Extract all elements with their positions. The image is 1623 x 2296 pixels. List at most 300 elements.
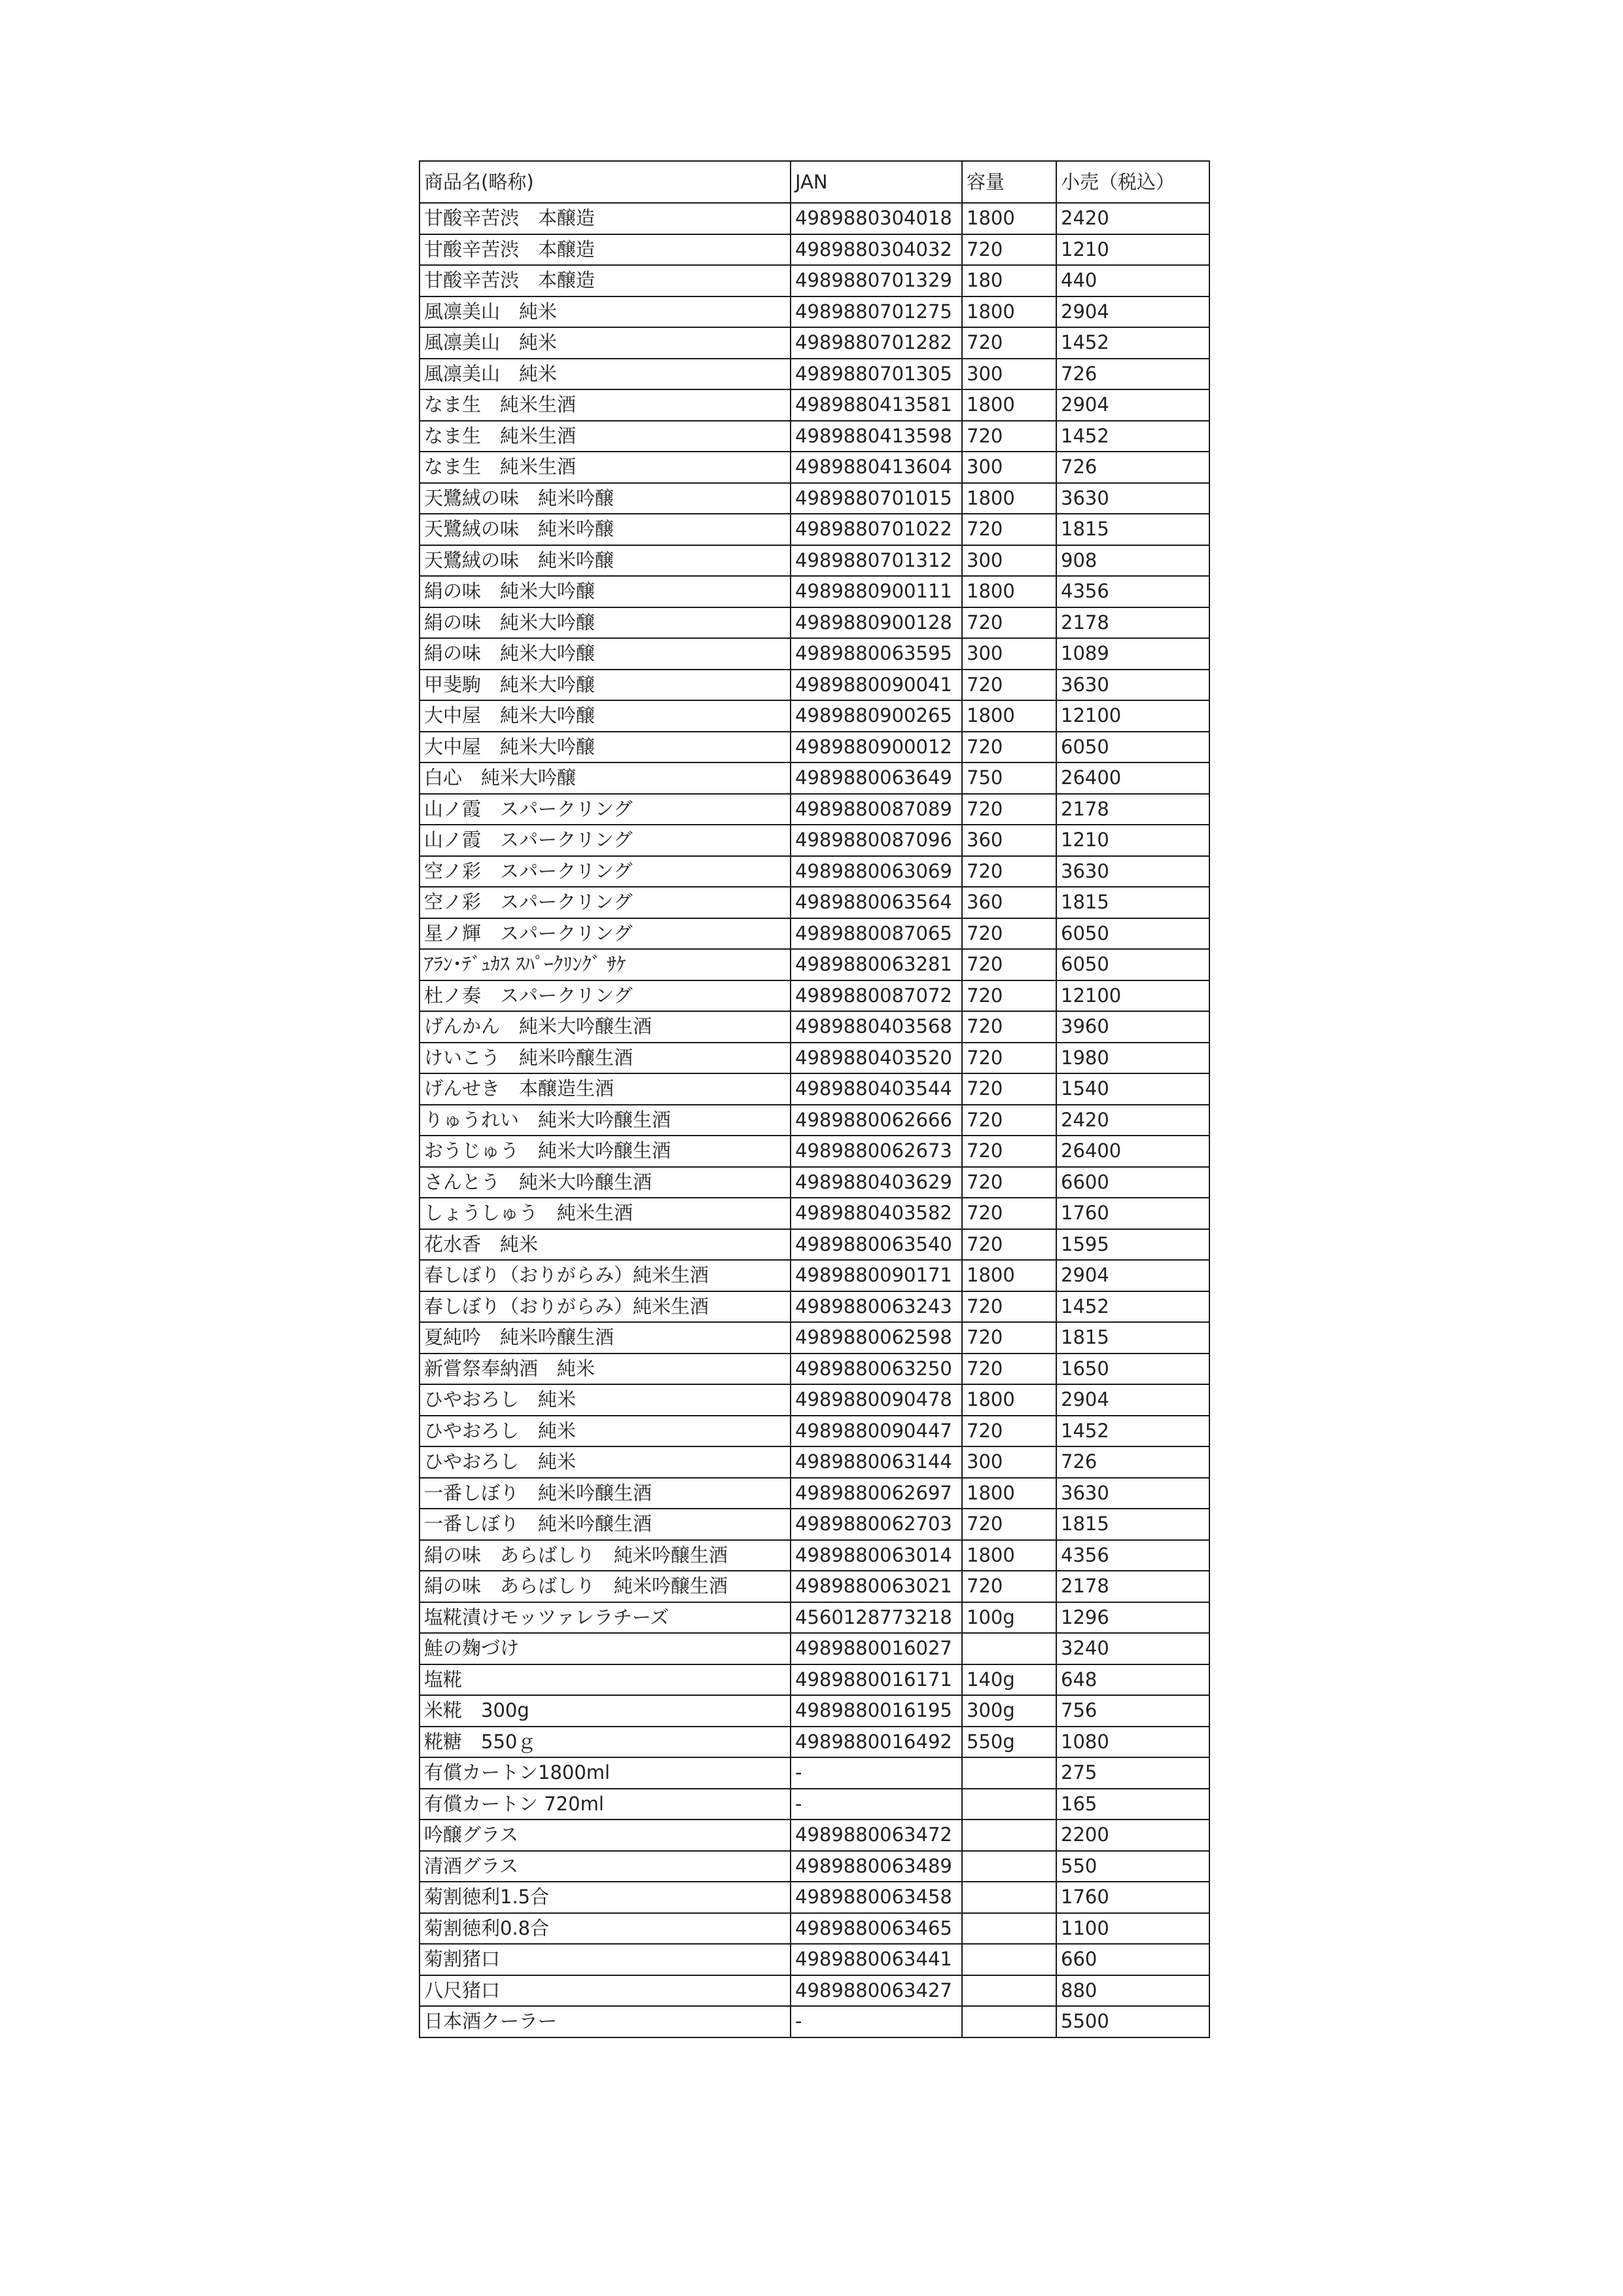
volume-cell: 720 — [962, 1322, 1056, 1354]
retail-price-cell: 1815 — [1056, 514, 1209, 545]
retail-price-cell: 2178 — [1056, 1571, 1209, 1602]
product-name-cell: ひやおろし 純米 — [419, 1446, 791, 1478]
volume-cell — [962, 1975, 1056, 2007]
volume-cell: 1800 — [962, 389, 1056, 421]
table-row — [419, 265, 1209, 296]
jan-cell: 4989880900012 — [791, 732, 962, 763]
retail-price-cell: 1452 — [1056, 1416, 1209, 1447]
table-header — [419, 161, 1209, 203]
volume-cell: 1800 — [962, 483, 1056, 514]
jan-cell: - — [791, 1757, 962, 1789]
jan-cell: 4989880063250 — [791, 1354, 962, 1385]
jan-cell: - — [791, 2006, 962, 2037]
table-row — [419, 576, 1209, 607]
table-row — [419, 545, 1209, 577]
table-row — [419, 234, 1209, 266]
table-row — [419, 1944, 1209, 1975]
product-name-cell: 白心 純米大吟醸 — [419, 762, 791, 794]
jan-cell: 4989880090478 — [791, 1384, 962, 1416]
table-row — [419, 1509, 1209, 1540]
jan-cell: 4989880063472 — [791, 1820, 962, 1851]
product-name-cell: なま生 純米生酒 — [419, 421, 791, 452]
table-row — [419, 1229, 1209, 1261]
table-row — [419, 1043, 1209, 1074]
header-jan: JAN — [791, 161, 962, 203]
volume-cell: 360 — [962, 887, 1056, 918]
volume-cell — [962, 1944, 1056, 1975]
jan-cell: 4989880063489 — [791, 1851, 962, 1882]
table-row — [419, 1727, 1209, 1758]
retail-price-cell: 880 — [1056, 1975, 1209, 2007]
jan-cell: 4989880701275 — [791, 296, 962, 328]
volume-cell: 550g — [962, 1727, 1056, 1758]
jan-cell: - — [791, 1789, 962, 1820]
volume-cell: 720 — [962, 1509, 1056, 1540]
product-name-cell: 有償カートン 720ml — [419, 1789, 791, 1820]
retail-price-cell: 1080 — [1056, 1727, 1209, 1758]
table-row — [419, 1633, 1209, 1664]
retail-price-cell: 6600 — [1056, 1167, 1209, 1198]
jan-cell: 4989880063458 — [791, 1882, 962, 1913]
table-body — [419, 203, 1209, 2037]
retail-price-cell: 660 — [1056, 1944, 1209, 1975]
volume-cell — [962, 1789, 1056, 1820]
product-name-cell: 清酒グラス — [419, 1851, 791, 1882]
product-name-cell: げんせき 本醸造生酒 — [419, 1073, 791, 1105]
table-row — [419, 949, 1209, 980]
table-row — [419, 1695, 1209, 1727]
table-row — [419, 1073, 1209, 1105]
jan-cell: 4989880062697 — [791, 1478, 962, 1509]
table-row — [419, 327, 1209, 359]
table-row — [419, 359, 1209, 390]
table-row — [419, 1664, 1209, 1696]
jan-cell: 4989880016027 — [791, 1633, 962, 1664]
product-name-cell: 甘酸辛苦渋 本醸造 — [419, 265, 791, 296]
table-row — [419, 1757, 1209, 1789]
retail-price-cell: 1100 — [1056, 1913, 1209, 1945]
retail-price-cell: 1815 — [1056, 887, 1209, 918]
table-row — [419, 1354, 1209, 1385]
product-name-cell: 天鷺絨の味 純米吟醸 — [419, 483, 791, 514]
product-name-cell: 大中屋 純米大吟醸 — [419, 732, 791, 763]
product-name-cell: 風凛美山 純米 — [419, 296, 791, 328]
product-name-cell: 一番しぼり 純米吟醸生酒 — [419, 1478, 791, 1509]
table-row — [419, 1789, 1209, 1820]
table-row — [419, 1136, 1209, 1167]
product-name-cell: ｱﾗﾝ･ﾃﾞｭｶｽ ｽﾊﾟｰｸﾘﾝｸﾞ ｻｹ — [419, 949, 791, 980]
volume-cell: 720 — [962, 1291, 1056, 1323]
jan-cell: 4989880063069 — [791, 856, 962, 888]
product-price-table — [419, 160, 1210, 2038]
retail-price-cell: 2420 — [1056, 1105, 1209, 1136]
table-row — [419, 1975, 1209, 2007]
jan-cell: 4989880063441 — [791, 1944, 962, 1975]
product-name-cell: さんとう 純米大吟醸生酒 — [419, 1167, 791, 1198]
volume-cell — [962, 2006, 1056, 2037]
table-row — [419, 638, 1209, 670]
header-product-name: 商品名(略称) — [419, 161, 791, 203]
retail-price-cell: 726 — [1056, 452, 1209, 483]
volume-cell: 1800 — [962, 1540, 1056, 1571]
retail-price-cell: 1980 — [1056, 1043, 1209, 1074]
product-name-cell: 山ノ霞 スパークリング — [419, 825, 791, 856]
volume-cell: 300 — [962, 359, 1056, 390]
volume-cell: 720 — [962, 1073, 1056, 1105]
product-name-cell: 空ノ彩 スパークリング — [419, 887, 791, 918]
volume-cell: 720 — [962, 421, 1056, 452]
retail-price-cell: 726 — [1056, 359, 1209, 390]
product-name-cell: 日本酒クーラー — [419, 2006, 791, 2037]
retail-price-cell: 5500 — [1056, 2006, 1209, 2037]
retail-price-cell: 2420 — [1056, 203, 1209, 234]
product-name-cell: 一番しぼり 純米吟醸生酒 — [419, 1509, 791, 1540]
header-volume: 容量 — [962, 161, 1056, 203]
volume-cell: 720 — [962, 1011, 1056, 1043]
table-row — [419, 762, 1209, 794]
volume-cell — [962, 1820, 1056, 1851]
product-name-cell: 鮭の麹づけ — [419, 1633, 791, 1664]
product-name-cell: 絹の味 純米大吟醸 — [419, 576, 791, 607]
retail-price-cell: 2904 — [1056, 389, 1209, 421]
volume-cell: 300 — [962, 452, 1056, 483]
product-name-cell: なま生 純米生酒 — [419, 452, 791, 483]
product-name-cell: 風凛美山 純米 — [419, 327, 791, 359]
table-row — [419, 1478, 1209, 1509]
jan-cell: 4989880087072 — [791, 980, 962, 1012]
volume-cell: 140g — [962, 1664, 1056, 1696]
jan-cell: 4989880403629 — [791, 1167, 962, 1198]
product-name-cell: 八尺猪口 — [419, 1975, 791, 2007]
jan-cell: 4989880403582 — [791, 1198, 962, 1229]
volume-cell — [962, 1851, 1056, 1882]
table-row — [419, 1291, 1209, 1323]
table-row — [419, 1011, 1209, 1043]
volume-cell: 720 — [962, 1043, 1056, 1074]
jan-cell: 4989880403520 — [791, 1043, 962, 1074]
volume-cell: 720 — [962, 1571, 1056, 1602]
jan-cell: 4989880701015 — [791, 483, 962, 514]
product-name-cell: 絹の味 あらばしり 純米吟醸生酒 — [419, 1571, 791, 1602]
jan-cell: 4989880063540 — [791, 1229, 962, 1261]
product-name-cell: 甘酸辛苦渋 本醸造 — [419, 203, 791, 234]
retail-price-cell: 1452 — [1056, 1291, 1209, 1323]
volume-cell — [962, 1757, 1056, 1789]
jan-cell: 4989880063564 — [791, 887, 962, 918]
table-row — [419, 1384, 1209, 1416]
product-name-cell: 新嘗祭奉納酒 純米 — [419, 1354, 791, 1385]
volume-cell: 720 — [962, 1198, 1056, 1229]
volume-cell: 300 — [962, 545, 1056, 577]
table-row — [419, 856, 1209, 888]
product-name-cell: 甲斐駒 純米大吟醸 — [419, 670, 791, 701]
retail-price-cell: 26400 — [1056, 1136, 1209, 1167]
table-row — [419, 1602, 1209, 1634]
retail-price-cell: 12100 — [1056, 980, 1209, 1012]
volume-cell: 720 — [962, 670, 1056, 701]
retail-price-cell: 2904 — [1056, 296, 1209, 328]
retail-price-cell: 1650 — [1056, 1354, 1209, 1385]
product-name-cell: 糀糖 550ｇ — [419, 1727, 791, 1758]
table-row — [419, 1913, 1209, 1945]
volume-cell: 720 — [962, 327, 1056, 359]
retail-price-cell: 1452 — [1056, 421, 1209, 452]
table-row — [419, 825, 1209, 856]
product-name-cell: ひやおろし 純米 — [419, 1384, 791, 1416]
jan-cell: 4989880403544 — [791, 1073, 962, 1105]
retail-price-cell: 3630 — [1056, 856, 1209, 888]
volume-cell: 720 — [962, 918, 1056, 950]
table-row — [419, 980, 1209, 1012]
table-row — [419, 514, 1209, 545]
retail-price-cell: 726 — [1056, 1446, 1209, 1478]
retail-price-cell: 3630 — [1056, 483, 1209, 514]
table-row — [419, 1416, 1209, 1447]
table-row — [419, 421, 1209, 452]
jan-cell: 4989880063595 — [791, 638, 962, 670]
volume-cell — [962, 1882, 1056, 1913]
table-row — [419, 700, 1209, 732]
volume-cell: 1800 — [962, 296, 1056, 328]
jan-cell: 4989880087065 — [791, 918, 962, 950]
jan-cell: 4989880063649 — [791, 762, 962, 794]
product-name-cell: 塩糀 — [419, 1664, 791, 1696]
product-name-cell: げんかん 純米大吟醸生酒 — [419, 1011, 791, 1043]
jan-cell: 4989880063021 — [791, 1571, 962, 1602]
retail-price-cell: 1452 — [1056, 327, 1209, 359]
volume-cell: 1800 — [962, 1384, 1056, 1416]
header-row — [419, 161, 1209, 203]
table-row — [419, 887, 1209, 918]
table-row — [419, 1322, 1209, 1354]
table-row — [419, 1851, 1209, 1882]
volume-cell: 1800 — [962, 1260, 1056, 1291]
jan-cell: 4989880087096 — [791, 825, 962, 856]
product-name-cell: 米糀 300g — [419, 1695, 791, 1727]
volume-cell: 180 — [962, 265, 1056, 296]
product-name-cell: 有償カートン1800ml — [419, 1757, 791, 1789]
volume-cell: 720 — [962, 1105, 1056, 1136]
retail-price-cell: 1815 — [1056, 1322, 1209, 1354]
retail-price-cell: 756 — [1056, 1695, 1209, 1727]
retail-price-cell: 2178 — [1056, 607, 1209, 639]
header-retail-price: 小売（税込） — [1056, 161, 1209, 203]
volume-cell: 720 — [962, 1136, 1056, 1167]
table-row — [419, 1198, 1209, 1229]
table-row — [419, 203, 1209, 234]
jan-cell: 4989880413604 — [791, 452, 962, 483]
table-row — [419, 670, 1209, 701]
product-name-cell: なま生 純米生酒 — [419, 389, 791, 421]
volume-cell: 1800 — [962, 1478, 1056, 1509]
volume-cell: 720 — [962, 1354, 1056, 1385]
jan-cell: 4989880063243 — [791, 1291, 962, 1323]
retail-price-cell: 12100 — [1056, 700, 1209, 732]
jan-cell: 4989880062703 — [791, 1509, 962, 1540]
volume-cell: 720 — [962, 1229, 1056, 1261]
jan-cell: 4989880090447 — [791, 1416, 962, 1447]
retail-price-cell: 2200 — [1056, 1820, 1209, 1851]
retail-price-cell: 2904 — [1056, 1384, 1209, 1416]
product-name-cell: 天鷺絨の味 純米吟醸 — [419, 545, 791, 577]
retail-price-cell: 1760 — [1056, 1882, 1209, 1913]
product-name-cell: 山ノ霞 スパークリング — [419, 794, 791, 825]
product-name-cell: しょうしゅう 純米生酒 — [419, 1198, 791, 1229]
product-name-cell: 天鷺絨の味 純米吟醸 — [419, 514, 791, 545]
retail-price-cell: 275 — [1056, 1757, 1209, 1789]
table-row — [419, 794, 1209, 825]
volume-cell: 720 — [962, 732, 1056, 763]
retail-price-cell: 4356 — [1056, 1540, 1209, 1571]
retail-price-cell: 550 — [1056, 1851, 1209, 1882]
volume-cell: 750 — [962, 762, 1056, 794]
retail-price-cell: 1540 — [1056, 1073, 1209, 1105]
retail-price-cell: 1760 — [1056, 1198, 1209, 1229]
volume-cell: 720 — [962, 949, 1056, 980]
volume-cell: 720 — [962, 514, 1056, 545]
product-name-cell: 春しぼり（おりがらみ）純米生酒 — [419, 1260, 791, 1291]
jan-cell: 4989880063144 — [791, 1446, 962, 1478]
jan-cell: 4989880016171 — [791, 1664, 962, 1696]
product-name-cell: 空ノ彩 スパークリング — [419, 856, 791, 888]
jan-cell: 4989880900128 — [791, 607, 962, 639]
product-name-cell: 絹の味 純米大吟醸 — [419, 638, 791, 670]
retail-price-cell: 440 — [1056, 265, 1209, 296]
retail-price-cell: 648 — [1056, 1664, 1209, 1696]
table-row — [419, 389, 1209, 421]
volume-cell: 300 — [962, 638, 1056, 670]
product-name-cell: 風凛美山 純米 — [419, 359, 791, 390]
product-name-cell: 吟醸グラス — [419, 1820, 791, 1851]
retail-price-cell: 3240 — [1056, 1633, 1209, 1664]
retail-price-cell: 1296 — [1056, 1602, 1209, 1634]
jan-cell: 4989880701282 — [791, 327, 962, 359]
jan-cell: 4989880063465 — [791, 1913, 962, 1945]
product-name-cell: りゅうれい 純米大吟醸生酒 — [419, 1105, 791, 1136]
retail-price-cell: 1595 — [1056, 1229, 1209, 1261]
volume-cell: 300g — [962, 1695, 1056, 1727]
retail-price-cell: 6050 — [1056, 918, 1209, 950]
retail-price-cell: 3960 — [1056, 1011, 1209, 1043]
volume-cell: 1800 — [962, 203, 1056, 234]
jan-cell: 4989880304032 — [791, 234, 962, 266]
table-row — [419, 1260, 1209, 1291]
jan-cell: 4989880701305 — [791, 359, 962, 390]
jan-cell: 4989880063014 — [791, 1540, 962, 1571]
volume-cell: 720 — [962, 234, 1056, 266]
jan-cell: 4989880063427 — [791, 1975, 962, 2007]
jan-cell: 4989880090171 — [791, 1260, 962, 1291]
product-name-cell: 甘酸辛苦渋 本醸造 — [419, 234, 791, 266]
jan-cell: 4989880701329 — [791, 265, 962, 296]
jan-cell: 4989880413598 — [791, 421, 962, 452]
product-name-cell: 春しぼり（おりがらみ）純米生酒 — [419, 1291, 791, 1323]
jan-cell: 4989880090041 — [791, 670, 962, 701]
volume-cell: 360 — [962, 825, 1056, 856]
volume-cell: 720 — [962, 856, 1056, 888]
retail-price-cell: 1089 — [1056, 638, 1209, 670]
jan-cell: 4989880016492 — [791, 1727, 962, 1758]
jan-cell: 4989880063281 — [791, 949, 962, 980]
retail-price-cell: 165 — [1056, 1789, 1209, 1820]
product-name-cell: ひやおろし 純米 — [419, 1416, 791, 1447]
volume-cell: 720 — [962, 1167, 1056, 1198]
product-name-cell: 杜ノ奏 スパークリング — [419, 980, 791, 1012]
table-row — [419, 607, 1209, 639]
retail-price-cell: 3630 — [1056, 1478, 1209, 1509]
table-row — [419, 732, 1209, 763]
table-row — [419, 1167, 1209, 1198]
jan-cell: 4989880403568 — [791, 1011, 962, 1043]
volume-cell: 720 — [962, 980, 1056, 1012]
product-name-cell: 菊割猪口 — [419, 1944, 791, 1975]
retail-price-cell: 6050 — [1056, 732, 1209, 763]
volume-cell: 720 — [962, 794, 1056, 825]
product-name-cell: おうじゅう 純米大吟醸生酒 — [419, 1136, 791, 1167]
product-name-cell: 絹の味 あらばしり 純米吟醸生酒 — [419, 1540, 791, 1571]
product-name-cell: 星ノ輝 スパークリング — [419, 918, 791, 950]
volume-cell: 720 — [962, 1416, 1056, 1447]
volume-cell — [962, 1913, 1056, 1945]
table-row — [419, 2006, 1209, 2037]
retail-price-cell: 4356 — [1056, 576, 1209, 607]
product-name-cell: けいこう 純米吟醸生酒 — [419, 1043, 791, 1074]
table-row — [419, 1105, 1209, 1136]
jan-cell: 4989880087089 — [791, 794, 962, 825]
table-row — [419, 483, 1209, 514]
jan-cell: 4989880900111 — [791, 576, 962, 607]
jan-cell: 4989880900265 — [791, 700, 962, 732]
retail-price-cell: 1210 — [1056, 825, 1209, 856]
table-row — [419, 1882, 1209, 1913]
table-row — [419, 452, 1209, 483]
table-row — [419, 296, 1209, 328]
volume-cell: 1800 — [962, 700, 1056, 732]
retail-price-cell: 6050 — [1056, 949, 1209, 980]
product-name-cell: 菊割徳利0.8合 — [419, 1913, 791, 1945]
table-row — [419, 918, 1209, 950]
jan-cell: 4989880062673 — [791, 1136, 962, 1167]
volume-cell: 300 — [962, 1446, 1056, 1478]
table-row — [419, 1446, 1209, 1478]
retail-price-cell: 2178 — [1056, 794, 1209, 825]
product-name-cell: 夏純吟 純米吟醸生酒 — [419, 1322, 791, 1354]
volume-cell: 1800 — [962, 576, 1056, 607]
table-row — [419, 1571, 1209, 1602]
jan-cell: 4989880701312 — [791, 545, 962, 577]
product-name-cell: 花水香 純米 — [419, 1229, 791, 1261]
retail-price-cell: 3630 — [1056, 670, 1209, 701]
retail-price-cell: 1210 — [1056, 234, 1209, 266]
retail-price-cell: 26400 — [1056, 762, 1209, 794]
retail-price-cell: 2904 — [1056, 1260, 1209, 1291]
jan-cell: 4989880062666 — [791, 1105, 962, 1136]
product-name-cell: 菊割徳利1.5合 — [419, 1882, 791, 1913]
volume-cell: 720 — [962, 607, 1056, 639]
jan-cell: 4989880413581 — [791, 389, 962, 421]
jan-cell: 4989880304018 — [791, 203, 962, 234]
retail-price-cell: 1815 — [1056, 1509, 1209, 1540]
jan-cell: 4989880062598 — [791, 1322, 962, 1354]
volume-cell — [962, 1633, 1056, 1664]
product-name-cell: 絹の味 純米大吟醸 — [419, 607, 791, 639]
table-row — [419, 1540, 1209, 1571]
table-row — [419, 1820, 1209, 1851]
product-name-cell: 塩糀漬けモッツァレラチーズ — [419, 1602, 791, 1634]
retail-price-cell: 908 — [1056, 545, 1209, 577]
product-name-cell: 大中屋 純米大吟醸 — [419, 700, 791, 732]
jan-cell: 4989880701022 — [791, 514, 962, 545]
